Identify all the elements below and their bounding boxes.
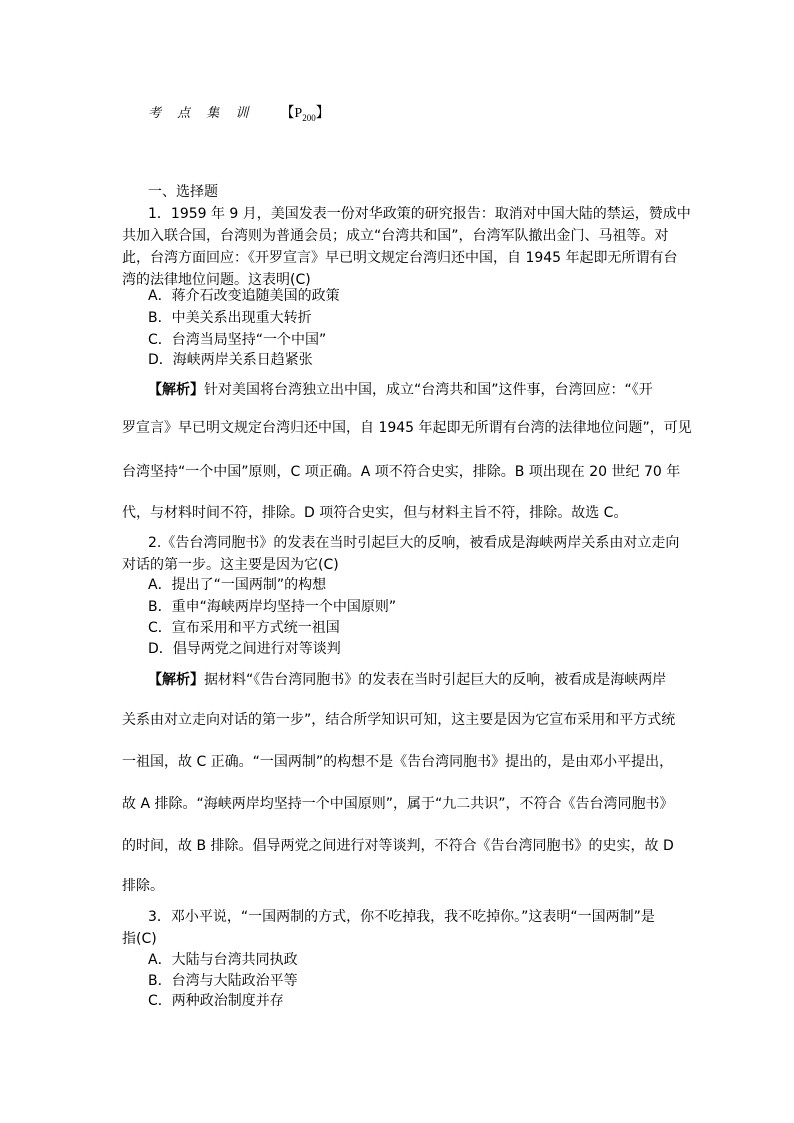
q2-analysis-line: 排除。 [122,878,164,894]
q1-stem-line: 湾的法律地位问题。这表明(C) [122,272,311,288]
q2-analysis-line: 一祖国，故 C 正确。“一国两制”的构想不是《告台湾同胞书》提出的，是由邓小平提出， [122,754,674,770]
analysis-tag: 【解析】 [148,672,204,688]
q3-option-c: C．两种政治制度并存 [148,993,284,1009]
section-heading: 一、选择题 [148,184,218,200]
q1-option-d: D．海峡两岸关系日趋紧张 [148,352,313,368]
q2-option-a: A．提出了“一国两制”的构想 [148,577,327,593]
q2-stem-line: 对话的第一步。这主要是因为它(C) [122,557,339,573]
q2-stem-line: 2.《告台湾同胞书》的发表在当时引起巨大的反响，被看成是海峡两岸关系由对立走向 [148,535,680,551]
q1-analysis-line: 代，与材料时间不符，排除。D 项符合史实，但与材料主旨不符，排除。故选 C。 [122,505,628,521]
q1-option-a: A．蒋介石改变追随美国的政策 [148,288,340,304]
q1-stem-line: 此，台湾方面回应：《开罗宣言》早已明文规定台湾归还中国，自 1945 年起即无所谓有台 [122,250,678,266]
q2-analysis-line: 的时间，故 B 排除。倡导两党之间进行对等谈判，不符合《告台湾同胞书》的史实，故 D [122,838,674,854]
q3-stem-line: 指(C) [122,931,157,947]
q1-stem-line: 1．1959 年 9 月，美国发表一份对华政策的研究报告：取消对中国大陆的禁运，赞成中 [148,206,691,222]
q2-option-d: D．倡导两党之间进行对等谈判 [148,641,341,657]
q2-analysis-line: 【解析】据材料“《告台湾同胞书》的发表在当时引起巨大的反响，被看成是海峡两岸 [148,672,667,688]
q3-option-b: B．台湾与大陆政治平等 [148,973,298,989]
q1-analysis-line: 【解析】针对美国将台湾独立出中国，成立“台湾共和国”这件事，台湾回应：“《开 [148,382,653,398]
q1-analysis-line: 罗宣言》早已明文规定台湾归还中国，自 1945 年起即无所谓有台湾的法律地位问题”，可见 [122,420,692,436]
q1-option-b: B．中美关系出现重大转折 [148,310,312,326]
q2-analysis-line: 关系由对立走向对话的第一步”，结合所学知识可知，这主要是因为它宣布采用和平方式统 [122,712,676,728]
analysis-tag: 【解析】 [148,382,204,398]
page-reference: 【$P_{200}$】 [280,106,330,123]
q1-stem-line: 共加入联合国，台湾则为普通会员；成立“台湾共和国”，台湾军队撤出金门、马祖等。对 [122,228,669,244]
q1-option-c: C．台湾当局坚持“一个中国” [148,332,327,348]
q3-option-a: A．大陆与台湾共同执政 [148,952,298,968]
header-title: 考 点 集 训 [148,106,255,121]
page-header [148,104,330,128]
q3-stem-line: 3．邓小平说，“一国两制的方式，你不吃掉我，我不吃掉你。”这表明“一国两制”是 [148,909,655,925]
q1-analysis-line: 台湾坚持“一个中国”原则，C 项正确。A 项不符合史实，排除。B 项出现在 20 世纪 70 年 [122,464,681,480]
q2-option-c: C．宣布采用和平方式统一祖国 [148,620,340,636]
q2-option-b: B．重申“海峡两岸均坚持一个中国原则” [148,599,397,615]
q2-analysis-line: 故 A 排除。“海峡两岸均坚持一个中国原则”，属于“九二共识”，不符合《告台湾同胞书》 [122,796,674,812]
